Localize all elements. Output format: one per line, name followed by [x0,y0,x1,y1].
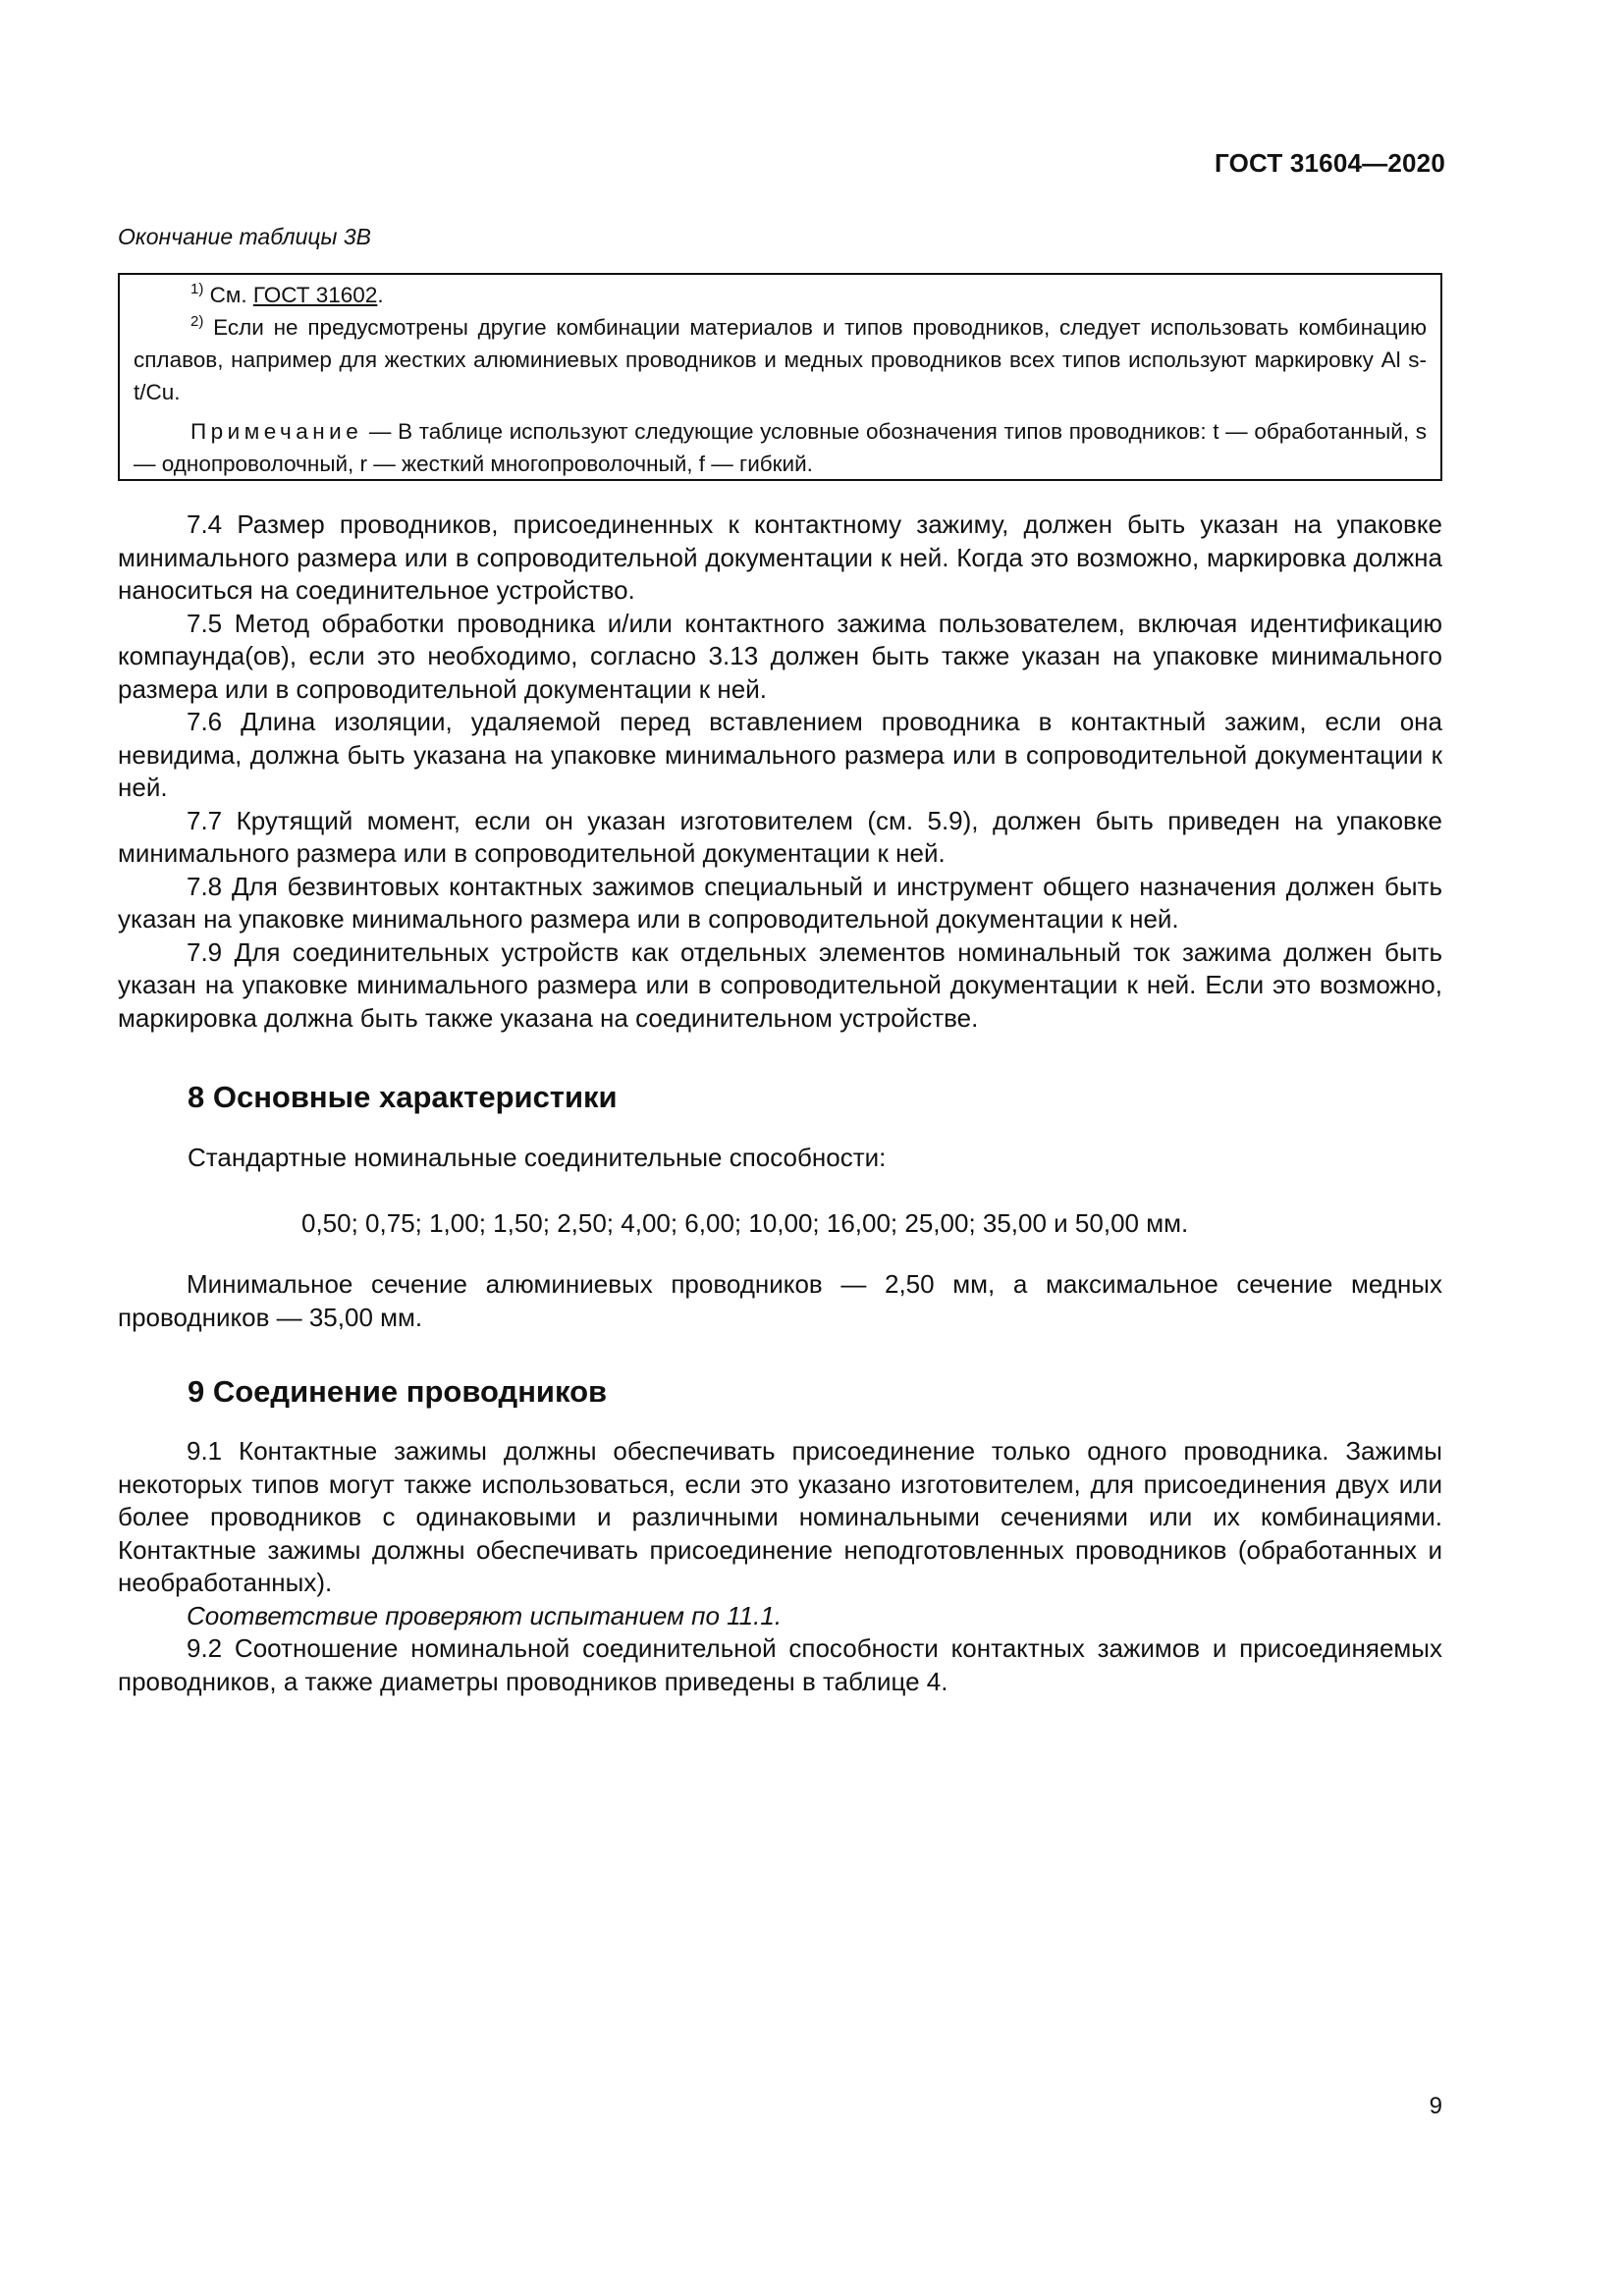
section-8-intro: Стандартные номинальные соединительные способности: [188,1143,887,1172]
footnote-1-suffix: . [377,283,384,307]
paragraph-7-9: 7.9 Для соединительных устройств как отдельных элементов номинальный ток зажима должен быть указан на упаковке минимального размера или в сопроводительной документации к ней. Если это возможно, маркировка должна быть также указана на соединительном устройстве. [118,936,1442,1033]
footnote-2-mark: 2) [190,313,204,330]
paragraph-7-5: 7.5 Метод обработки проводника и/или контактного зажима пользователем, включая идентификацию компаунда(ов), если это необходимо, согласно 3.13 должен быть также указан на упаковке минимального размера или в сопроводительной документации к ней. [118,608,1442,704]
note-label: Примечание [190,419,363,444]
paragraph-7-7: 7.7 Крутящий момент, если он указан изготовителем (см. 5.9), должен быть приведен на упаковке минимального размера или в сопроводительной документации к ней. [118,805,1442,868]
footnote-1-mark: 1) [190,281,204,297]
page-number: 9 [1429,2093,1442,2119]
table-continuation-caption: Окончание таблицы 3В [118,224,372,249]
paragraph-9-1-check: Соответствие проверяют испытанием по 11.1. [187,1600,783,1630]
section-8-minmax-block [118,1268,1442,1334]
section-8-heading: 8 Основные характеристики [188,1080,618,1114]
paragraph-9-1: 9.1 Контактные зажимы должны обеспечивать присоединение только одного проводника. Зажимы некоторых типов могут также использоваться, если это указано изготовителем, для присоединения двух или более проводников с одинаковыми и различными номинальными сечениями или их комбинациями. Контактные зажимы должны обеспечивать присоединение неподготовленных проводников (обработанных и необработанных). [118,1436,1442,1597]
paragraph-7-6: 7.6 Длина изоляции, удаляемой перед вставлением проводника в контактный зажим, если она невидима, должна быть указана на упаковке минимального размера или в сопроводительной документации к ней. [118,707,1442,802]
footnote-1-prefix: См. [209,283,253,307]
gost-31602-link[interactable]: ГОСТ 31602 [252,283,378,307]
section-7-continuation [118,508,1442,1035]
paragraph-7-4: 7.4 Размер проводников, присоединенных к контактному зажиму, должен быть указан на упаковке минимального размера или в сопроводительной документации к ней. Когда это возможно, маркировка должна наноситься на соединительное устройство. [118,509,1442,605]
standard-code: ГОСТ 31604—2020 [1215,148,1445,178]
paragraph-7-8: 7.8 Для безвинтовых контактных зажимов специальный и инструмент общего назначения должен быть указан на упаковке минимального размера или в сопроводительной документации к ней. [118,871,1442,934]
section-8-values: 0,50; 0,75; 1,00; 1,50; 2,50; 4,00; 6,00; 10,00; 16,00; 25,00; 35,00 и 50,00 мм. [301,1208,1189,1238]
footnote-2-text: Если не предусмотрены другие комбинации материалов и типов проводников, следует использовать комбинацию сплавов, например для жестких алюминиевых проводников и медных проводников всех типов используют маркировку Al s-t/Cu. [134,315,1427,404]
section-9-body [118,1435,1442,1698]
section-9-heading: 9 Соединение проводников [188,1374,608,1409]
note-text: — В таблице используют следующие условные обозначения типов проводников: t — обработанный, s — однопроволочный, r — жесткий многопроволочный, f — гибкий. [134,419,1427,476]
table-note [134,415,1427,480]
paragraph-9-2: 9.2 Соотношение номинальной соединительной способности контактных зажимов и присоединяемых проводников, а также диаметры проводников приведены в таблице 4. [118,1633,1442,1696]
footnote-1 [134,279,1427,311]
section-8-minmax: Минимальное сечение алюминиевых проводников — 2,50 мм, а максимальное сечение медных проводников — 35,00 мм. [118,1269,1442,1332]
table-footnote-box [118,273,1442,481]
footnote-2 [134,311,1427,408]
